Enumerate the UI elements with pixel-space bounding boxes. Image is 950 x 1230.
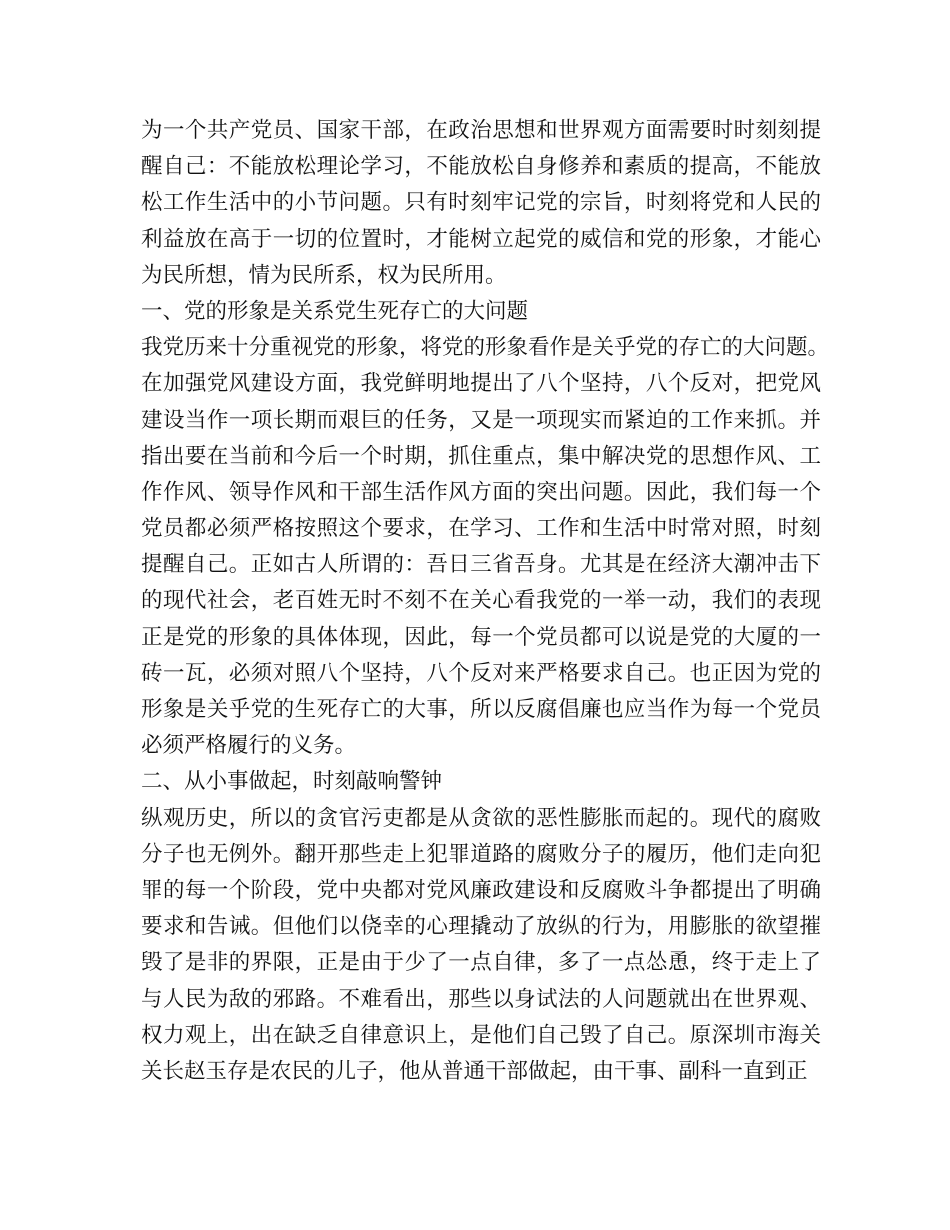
paragraph-line: 作作风、领导作风和干部生活作风方面的突出问题。因此，我们每一个 — [141, 479, 821, 505]
paragraph-line: 我党历来十分重视党的形象，将党的形象看作是关乎党的存亡的大问题。 — [141, 335, 830, 361]
paragraph-line: 为民所想，情为民所系，权为民所用。 — [141, 262, 507, 288]
paragraph-line: 形象是关乎党的生死存亡的大事，所以反腐倡廉也应当作为每一个党员 — [141, 697, 821, 722]
paragraph-line: 在加强党风建设方面，我党鲜明地提出了八个坚持，八个反对，把党风 — [141, 371, 821, 397]
paragraph-line: 必须严格履行的义务。 — [141, 733, 357, 759]
paragraph-line: 利益放在高于一切的位置时，才能树立起党的威信和党的形象，才能心 — [141, 226, 821, 252]
document-body — [141, 113, 830, 1090]
section-heading: 一、党的形象是关系党生死存亡的大问题 — [141, 298, 529, 324]
paragraph-line: 建设当作一项长期而艰巨的任务，又是一项现实而紧迫的工作来抓。并 — [141, 407, 821, 433]
paragraph-line: 党员都必须严格按照这个要求，在学习、工作和生活中时常对照，时刻 — [141, 516, 821, 542]
paragraph-line: 要求和告诫。但他们以侥幸的心理撬动了放纵的行为，用膨胀的欲望摧 — [141, 914, 821, 940]
paragraph-line: 正是党的形象的具体体现，因此，每一个党员都可以说是党的大厦的一 — [141, 624, 821, 650]
paragraph-line: 纵观历史，所以的贪官污吏都是从贪欲的恶性膨胀而起的。现代的腐败 — [141, 805, 821, 831]
paragraph-line: 醒自己：不能放松理论学习，不能放松自身修养和素质的提高，不能放 — [141, 154, 821, 180]
paragraph-line: 松工作生活中的小节问题。只有时刻牢记党的宗旨，时刻将党和人民的 — [141, 190, 821, 216]
paragraph-line: 指出要在当前和今后一个时期，抓住重点，集中解决党的思想作风、工 — [141, 443, 821, 469]
paragraph-line: 关长赵玉存是农民的儿子，他从普通干部做起，由干事、副科一直到正 — [141, 1058, 808, 1084]
paragraph-line: 提醒自己。正如古人所谓的：吾日三省吾身。尤其是在经济大潮冲击下 — [141, 552, 821, 578]
paragraph-line: 为一个共产党员、国家干部，在政治思想和世界观方面需要时时刻刻提 — [141, 118, 821, 143]
paragraph-line: 分子也无例外。翻开那些走上犯罪道路的腐败分子的履历，他们走向犯 — [141, 841, 821, 867]
paragraph-line: 与人民为敌的邪路。不难看出，那些以身试法的人问题就出在世界观、 — [141, 986, 821, 1012]
paragraph-line: 毁了是非的界限，正是由于少了一点自律，多了一点怂恿，终于走上了 — [141, 950, 821, 976]
paragraph-line: 罪的每一个阶段，党中央都对党风廉政建设和反腐败斗争都提出了明确 — [141, 877, 821, 903]
section-heading: 二、从小事做起，时刻敲响警钟 — [141, 769, 443, 795]
paragraph-line: 权力观上，出在缺乏自律意识上，是他们自己毁了自己。原深圳市海关 — [141, 1022, 821, 1048]
paragraph-line: 砖一瓦，必须对照八个坚持，八个反对来严格要求自己。也正因为党的 — [141, 660, 821, 686]
paragraph-line: 的现代社会，老百姓无时不刻不在关心看我党的一举一动，我们的表现 — [141, 588, 821, 614]
